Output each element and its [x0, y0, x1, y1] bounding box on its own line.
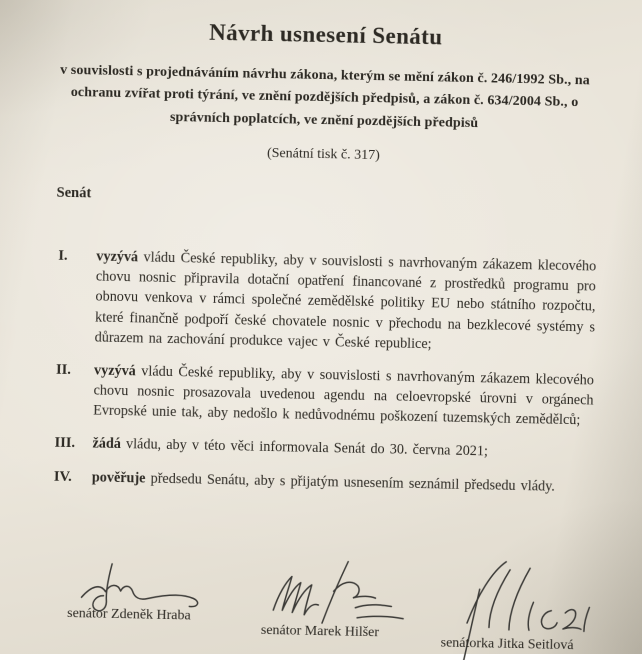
item-numeral: I.: [58, 247, 68, 265]
document-subtitle: v souvislosti s projednáváním návrhu zákona, kterým se mění zákon č. 246/1992 Sb., na ochranu zvířat proti týrání, ve znění pozdějších předpisů, a zákon č. 634/2004 Sb., o správních poplatcích, ve znění pozdějších předpisů: [59, 62, 591, 131]
item-body-text: vládu, aby v této věci informovala Senát do 30. června 2021;: [120, 436, 489, 460]
item-text: [92, 434, 592, 464]
signature-block-hraba: [67, 561, 218, 625]
item-body-text: vládu České republiky, aby v souvislosti s navrhovaným zákazem klecového chovu nosnic prosazovala uvedenou agendu na celoevropské úrovni v orgánech Evropské unie tak, aby nedošlo k nedůvodnému poškození tuzemských zemědělců;: [93, 363, 595, 429]
item-numeral: III.: [54, 435, 76, 452]
signature-block-hilser: [261, 556, 413, 642]
item-body-text: vládu České republiky, aby v souvislosti s navrhovaným zákazem klecového chovu nosnic připravila dotační opatření financované z prostředků programu pro obnovu venkova v rámci společné zemědělské politiky EU nebo státního rozpočtu, které finančně podpoří české chovatele nosnic v přechodu na bezklecové systémy s důrazem na zachování produkce vajec v České republice;: [94, 249, 597, 353]
document-title: Návrh usnesení Senátu: [208, 19, 443, 50]
resolution-item-1: [57, 246, 597, 358]
body-heading: Senát: [56, 184, 92, 202]
resolution-item-3: [54, 433, 592, 464]
item-numeral: IV.: [53, 468, 72, 486]
item-text: [93, 360, 594, 430]
item-body-text: předsedu Senátu, aby s přijatým usnesením seznámil předsedu vlády.: [145, 470, 555, 495]
item-lead-verb: vyzývá: [93, 362, 136, 380]
signature-label-seitlova: senátorka Jitka Seitlová: [440, 635, 574, 654]
signature-handwriting-seitlova: [433, 558, 604, 635]
resolution-item-2: [55, 360, 594, 431]
item-lead-verb: žádá: [92, 435, 122, 453]
item-lead-verb: pověřuje: [91, 469, 146, 487]
item-lead-verb: vyzývá: [96, 248, 139, 266]
signature-block-seitlova: [432, 558, 604, 654]
signature-handwriting-hilser: [261, 556, 412, 627]
signature-handwriting-hraba: [67, 561, 218, 616]
item-text: [92, 467, 592, 497]
resolution-items: [54, 246, 597, 498]
signature-label-hraba: senátor Zdeněk Hraba: [66, 605, 191, 624]
senate-print-reference: (Senátní tisk č. 317): [266, 146, 380, 164]
item-numeral: II.: [55, 361, 72, 378]
signature-label-hilser: senátor Marek Hilšer: [260, 622, 380, 641]
item-text: [94, 247, 596, 358]
resolution-item-4: [54, 467, 592, 498]
